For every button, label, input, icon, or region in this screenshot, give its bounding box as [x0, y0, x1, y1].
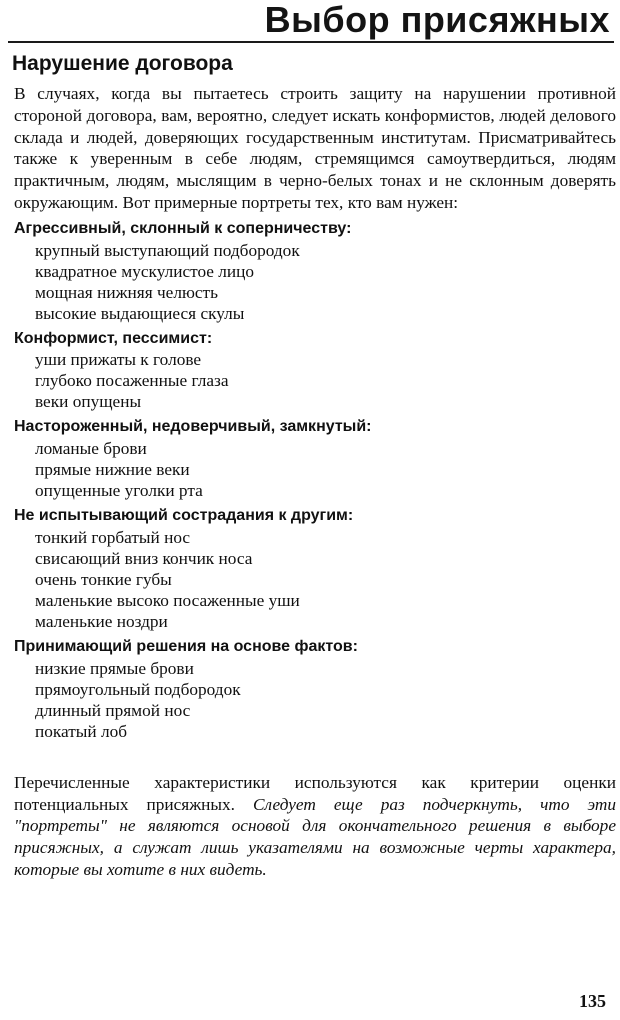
trait-item: тонкий горбатый нос [35, 527, 191, 547]
trait-item: длинный прямой нос [35, 700, 191, 720]
trait-list [14, 349, 616, 412]
trait-list [14, 438, 616, 501]
trait-group [14, 505, 616, 632]
group-heading: Принимающий решения на основе фактов: [14, 637, 358, 655]
trait-item: свисающий вниз кончик носа [35, 548, 253, 568]
trait-item: крупный выступающий подбородок [35, 240, 300, 260]
running-head: Выбор присяжных [264, 0, 610, 40]
trait-item: глубоко посаженные глаза [35, 371, 229, 391]
trait-group [14, 636, 616, 742]
trait-item: прямые нижние веки [35, 460, 190, 480]
conclusion-text: Перечисленные характеристики используются как критерии оценки потенциальных присяжных. [14, 772, 616, 814]
page-number: 135 [579, 991, 606, 1011]
trait-list [14, 240, 616, 324]
trait-item: уши прижаты к голове [35, 350, 202, 370]
group-heading: Конформист, пессимист: [14, 329, 213, 347]
trait-item: прямоугольный подбородок [35, 679, 241, 699]
trait-list [14, 527, 616, 632]
trait-group [14, 218, 616, 324]
trait-item: низкие прямые брови [35, 658, 194, 678]
trait-item: маленькие ноздри [35, 611, 168, 631]
trait-group [14, 416, 616, 501]
header-rule [8, 41, 614, 43]
group-heading: Агрессивный, склонный к соперничеству: [14, 219, 352, 237]
trait-item: очень тонкие губы [35, 569, 172, 589]
trait-item: высокие выдающиеся скулы [35, 303, 245, 323]
trait-item: опущенные уголки рта [35, 481, 203, 501]
intro-paragraph: В случаях, когда вы пытаетесь строить защиту на нарушении противной стороной договора, вам, вероятно, следует искать конформистов, людей делового склада и людей, доверяющих государственным институтам. Присматривайтесь также к уверенным в себе людям, стремящимся самоутвердиться, людям практичным, людям, мыслящим в черно-белых тонах и не склонным доверять окружающим. Вот примерные портреты тех, кто вам нужен: [14, 84, 616, 212]
trait-item: покатый лоб [35, 721, 128, 741]
trait-item: маленькие высоко посаженные уши [35, 590, 300, 610]
conclusion-emphasis: Следует еще раз подчеркнуть, что эти "портреты" не являются основой для окончательного решения в выборе присяжных, а служат лишь указателями на возможные черты характера, которые вы хотите в них видеть. [14, 794, 616, 879]
section-title: Нарушение договора [12, 52, 233, 75]
trait-item: веки опущены [35, 392, 142, 412]
trait-group [14, 328, 616, 413]
group-heading: Настороженный, недоверчивый, замкнутый: [14, 418, 372, 436]
page-body [14, 83, 616, 881]
trait-item: квадратное мускулистое лицо [35, 261, 255, 281]
trait-item: ломаные брови [35, 439, 147, 459]
trait-item: мощная нижняя челюсть [35, 282, 218, 302]
conclusion-paragraph [14, 772, 616, 881]
trait-list [14, 658, 616, 742]
group-heading: Не испытывающий сострадания к другим: [14, 507, 354, 525]
